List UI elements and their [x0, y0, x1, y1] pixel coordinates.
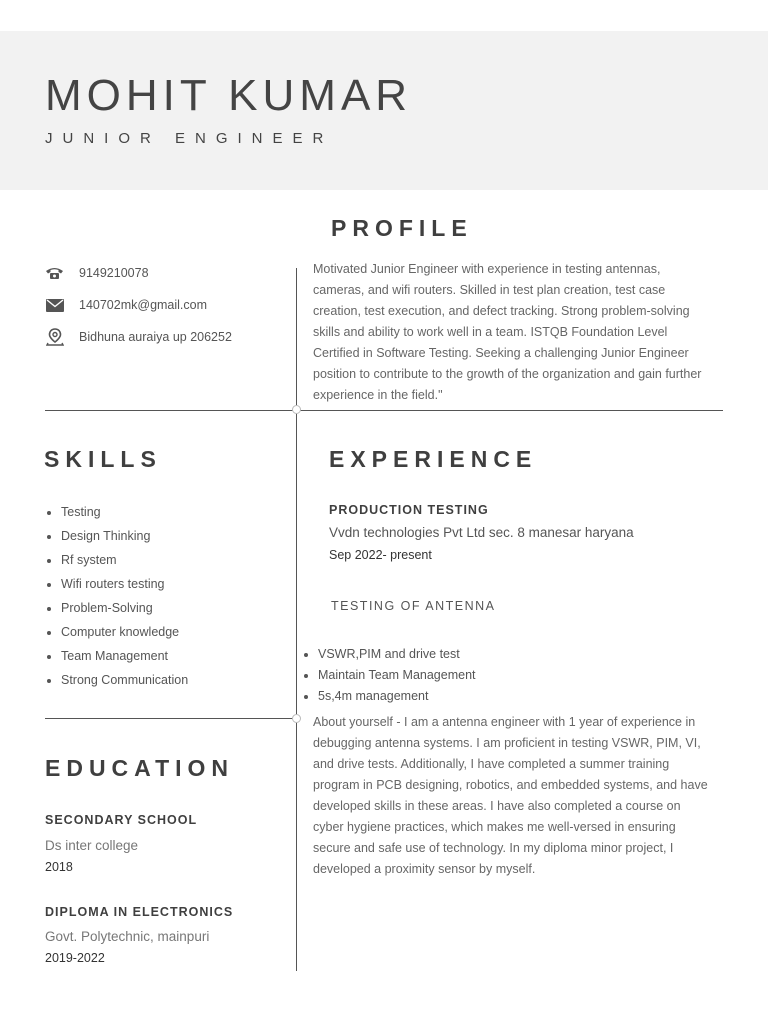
education-degree: SECONDARY SCHOOL: [45, 813, 198, 827]
horizontal-divider-top: [45, 410, 723, 411]
duties-list: [301, 644, 476, 707]
skill-item: • Design Thinking: [61, 524, 188, 548]
skill-item: • Strong Communication: [61, 668, 188, 692]
contact-phone: [45, 264, 149, 282]
candidate-role: JUNIOR ENGINEER: [45, 130, 334, 147]
duty-item: • VSWR,PIM and drive test: [318, 644, 476, 665]
phone-icon: [45, 264, 64, 282]
skill-item: • Problem-Solving: [61, 596, 188, 620]
job-dates: Sep 2022- present: [329, 548, 432, 562]
contact-address: [45, 328, 232, 346]
duty-item: • 5s,4m management: [318, 686, 476, 707]
education-years: 2019-2022: [45, 951, 105, 965]
vertical-divider: [296, 268, 297, 971]
skills-title: SKILLS: [44, 446, 162, 472]
email-address: 140702mk@gmail.com: [79, 298, 208, 312]
envelope-icon: [45, 296, 64, 314]
duty-item: • Maintain Team Management: [318, 665, 476, 686]
profile-title: PROFILE: [331, 215, 473, 241]
skill-item: • Testing: [61, 500, 188, 524]
skill-item: • Computer knowledge: [61, 620, 188, 644]
job-subtitle: TESTING OF ANTENNA: [331, 599, 496, 613]
education-school: Ds inter college: [45, 838, 139, 853]
skills-list: [45, 500, 188, 692]
profile-summary: Motivated Junior Engineer with experience in testing antennas, cameras, and wifi routers. Skilled in test plan creation, test case creation, test execution, and defect tracking. Strong problem-solving skills and ability to work well in a team. ISTQB Foundation Level Certified in Software Testing. Seeking a challenging Junior Engineer position to contribute to the growth of the organization and gain further experience in the field.": [313, 262, 702, 402]
education-degree: DIPLOMA IN ELECTRONICS: [45, 905, 234, 919]
company-name: Vvdn technologies Pvt Ltd sec. 8 manesar haryana: [329, 525, 634, 540]
job-title: PRODUCTION TESTING: [329, 503, 489, 517]
education-school: Govt. Polytechnic, mainpuri: [45, 929, 210, 944]
phone-number: 9149210078: [79, 266, 149, 280]
skill-item: • Team Management: [61, 644, 188, 668]
about-paragraph: About yourself - I am a antenna engineer with 1 year of experience in debugging antenna systems. I am proficient in testing VSWR, PIM, VI, and drive tests. Additionally, I have completed a summer training program in PCB designing, robotics, and embedded systems, and have developed skills in these areas. I have also completed a course on cyber hygiene practices, which makes me well-versed in ensuring secure and safe use of technology. In my diploma minor project, I developed a proximity sensor by myself.: [313, 715, 708, 876]
experience-title: EXPERIENCE: [329, 446, 538, 472]
skill-item: • Wifi routers testing: [61, 572, 188, 596]
horizontal-divider-middle: [45, 718, 295, 719]
address-text: Bidhuna auraiya up 206252: [79, 330, 232, 344]
candidate-name: MOHIT KUMAR: [45, 71, 413, 120]
divider-node-top: [292, 405, 301, 414]
contact-email: [45, 296, 207, 314]
education-title: EDUCATION: [45, 755, 235, 781]
skill-item: • Rf system: [61, 548, 188, 572]
education-years: 2018: [45, 860, 73, 874]
divider-node-middle: [292, 714, 301, 723]
location-pin-icon: [45, 328, 64, 346]
